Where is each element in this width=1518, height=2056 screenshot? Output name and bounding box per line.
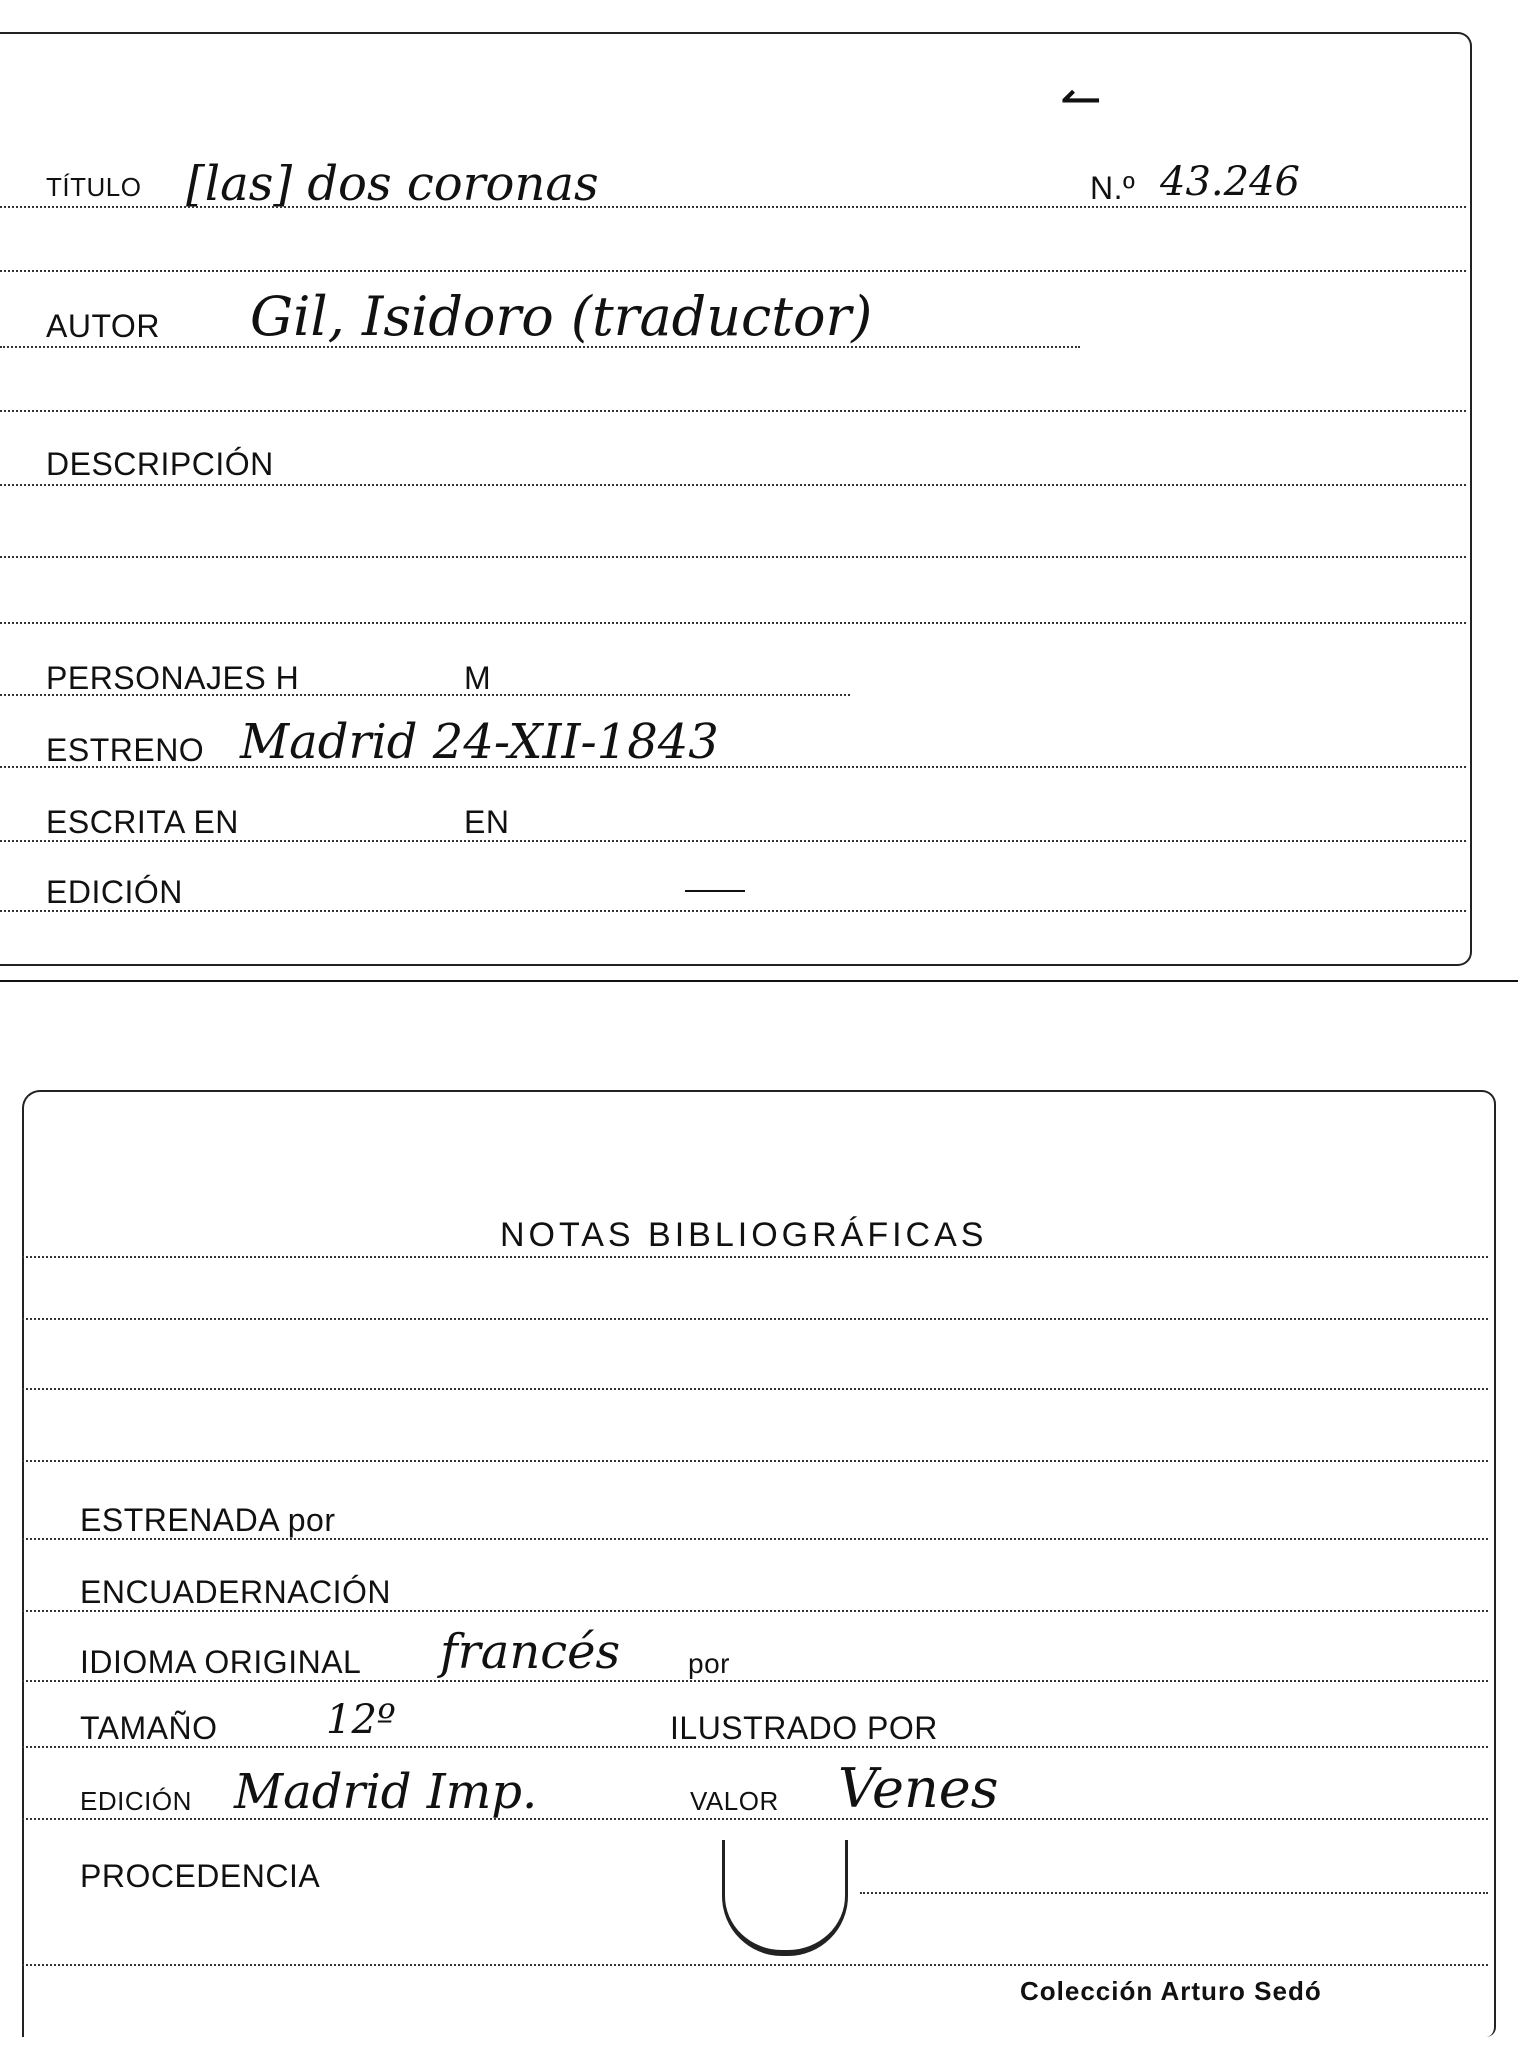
separator-line [0, 270, 1466, 272]
bottom-line [22, 1964, 1488, 1966]
estreno-line [0, 766, 1466, 768]
card-divider [0, 980, 1518, 982]
escrita-en-label: EN [464, 804, 510, 840]
procedencia-line [860, 1892, 1488, 1894]
encuadernacion-label: ENCUADERNACIÓN [80, 1574, 392, 1610]
estrenada-label: ESTRENADA por [80, 1502, 336, 1538]
escrita-line [0, 840, 1466, 842]
idioma-por-label: por [688, 1648, 730, 1679]
descripcion-line-2 [0, 556, 1466, 558]
autor-line [0, 346, 1080, 348]
descripcion-label: DESCRIPCIÓN [46, 446, 274, 482]
personajes-m-label: M [464, 660, 492, 696]
edicion-label-2: EDICIÓN [80, 1786, 192, 1816]
descripcion-line-3 [0, 622, 1466, 624]
numero-value: 43.246 [1160, 159, 1300, 205]
idioma-value: francés [440, 1624, 621, 1680]
ilustrado-label: ILUSTRADO POR [670, 1710, 938, 1746]
descripcion-line [0, 484, 1466, 486]
edicion-line [0, 910, 1466, 912]
edicion-value: Madrid Imp. [234, 1764, 538, 1820]
escrita-label: ESCRITA EN [46, 804, 239, 840]
notas-line-2 [22, 1318, 1488, 1320]
stamp-mark [722, 1840, 848, 1956]
estrenada-line [22, 1538, 1488, 1540]
titulo-value: [las] dos coronas [186, 156, 599, 212]
separator-line [0, 410, 1466, 412]
numero-label: N.º [1090, 170, 1136, 206]
tamano-value: 12º [326, 1697, 396, 1743]
edicion-line-2 [22, 1818, 1488, 1820]
personajes-line [0, 694, 850, 696]
titulo-line [0, 206, 1466, 208]
edicion-label: EDICIÓN [46, 874, 183, 910]
idioma-line [22, 1680, 1488, 1682]
idioma-label: IDIOMA ORIGINAL [80, 1644, 362, 1680]
estreno-label: ESTRENO [46, 732, 205, 768]
procedencia-label: PROCEDENCIA [80, 1858, 321, 1894]
tamano-label: TAMAÑO [80, 1710, 218, 1746]
valor-label: VALOR [690, 1786, 779, 1816]
arrow-mark-icon: ↼ [1060, 70, 1102, 128]
notas-title: NOTAS BIBLIOGRÁFICAS [500, 1216, 988, 1254]
encuadernacion-line [22, 1610, 1488, 1612]
titulo-label: TÍTULO [46, 172, 142, 202]
notas-line-4 [22, 1460, 1488, 1462]
personajes-label: PERSONAJES H [46, 660, 300, 696]
estreno-value: Madrid 24-XII-1843 [240, 714, 719, 770]
autor-label: AUTOR [46, 308, 160, 344]
tamano-line [22, 1746, 1488, 1748]
coleccion-footer: Colección Arturo Sedó [1020, 1976, 1322, 2006]
dash-mark [685, 890, 745, 892]
notas-line-3 [22, 1388, 1488, 1390]
valor-value: Venes [838, 1757, 999, 1820]
notas-line [22, 1256, 1488, 1258]
autor-value: Gil, Isidoro (traductor) [250, 285, 873, 348]
